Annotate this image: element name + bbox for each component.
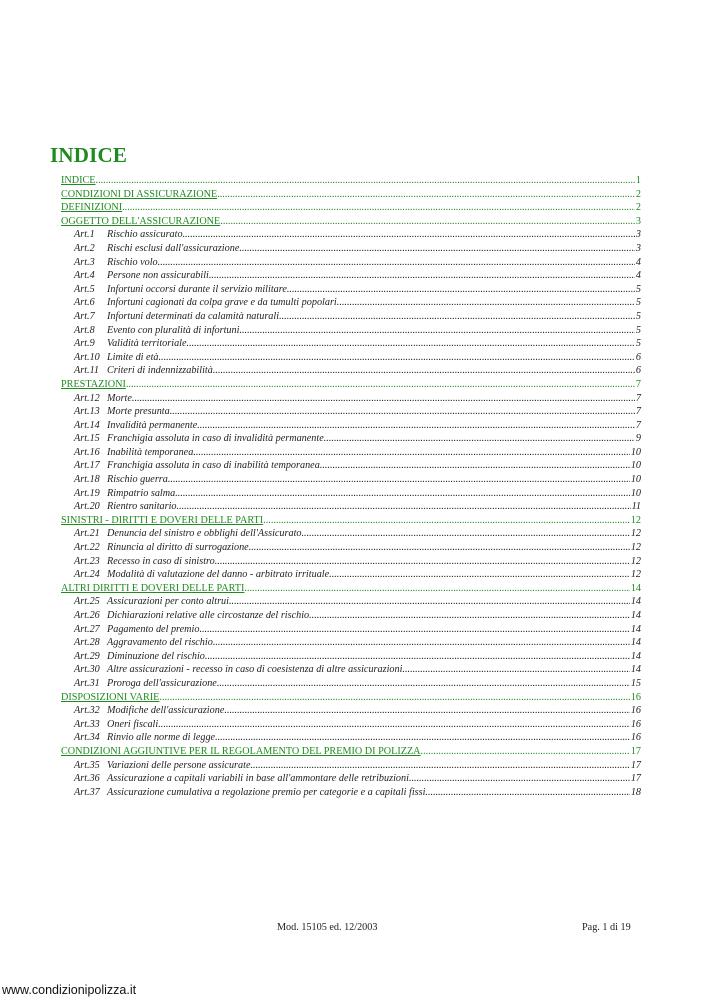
toc-dot-leader [249,541,630,555]
toc-entry-label: CONDIZIONI DI ASSICURAZIONE [61,188,218,200]
toc-dot-leader [220,215,635,229]
toc-page-number: 12 [630,528,641,540]
toc-section-entry[interactable] [61,691,641,705]
toc-article-entry[interactable] [61,487,641,501]
toc-dot-leader [213,364,635,378]
toc-entry-label: Franchigia assoluta in caso di invalidità permanente [107,433,324,445]
toc-entry-label: Modifiche dell'assicurazione [107,705,225,717]
toc-entry-label: INDICE [61,175,96,186]
toc-article-number: Art.3 [74,256,95,268]
toc-article-number: Art.14 [74,419,100,431]
toc-article-number: Art.12 [74,392,100,404]
toc-page-number: 14 [630,664,641,676]
toc-dot-leader [224,704,629,718]
toc-dot-leader [320,459,630,473]
toc-dot-leader [168,473,630,487]
toc-dot-leader [159,351,635,365]
toc-entry-label: Invalidità permanente [107,419,198,431]
toc-article-entry[interactable] [61,473,641,487]
footer-page-number: Pag. 1 di 19 [582,922,631,933]
toc-article-entry[interactable] [61,786,641,800]
toc-article-number: Art.28 [74,637,100,649]
toc-article-number: Art.22 [74,542,100,554]
toc-page-number: 14 [630,610,641,621]
toc-dot-leader [217,188,635,202]
toc-page-number: 14 [630,650,641,662]
toc-article-number: Art.36 [74,773,100,785]
toc-page-number: 5 [635,297,641,309]
toc-entry-label: Rischi esclusi dall'assicurazione [107,242,240,254]
toc-entry-label: DISPOSIZIONI VARIE [61,691,160,703]
toc-entry-label: Infortuni cagionati da colpa grave e da tumulti popolari. [107,297,340,309]
toc-entry-label: Dichiarazioni relative alle circostanze del rischio [107,610,310,621]
toc-dot-leader [193,446,630,460]
table-of-contents [61,174,641,799]
toc-article-entry[interactable] [61,568,641,582]
toc-entry-label: Denuncia del sinistro e obblighi dell'Assicurato [107,528,302,540]
toc-page-number: 17 [630,773,641,785]
watermark-url: www.condizionipolizza.it [2,983,137,997]
toc-page-number: 5 [635,324,641,336]
toc-article-number: Art.18 [74,474,100,486]
toc-article-number: Art.27 [74,623,100,635]
toc-article-number: Art.31 [74,677,100,689]
toc-article-entry[interactable] [61,351,641,365]
toc-article-entry[interactable] [61,419,641,433]
toc-entry-label: OGGETTO DELL'ASSICURAZIONE [61,215,221,227]
toc-dot-leader [239,242,635,256]
toc-entry-label: Validità territoriale [107,338,187,350]
toc-article-entry[interactable] [61,337,641,351]
toc-page-number: 14 [630,596,641,608]
toc-article-entry[interactable] [61,704,641,718]
toc-entry-label: Rischio guerra [107,474,168,486]
toc-page-number: 10 [630,474,641,486]
toc-dot-leader [239,324,634,338]
toc-dot-leader [302,527,630,541]
toc-article-entry[interactable] [61,609,641,623]
toc-page-number: 17 [630,759,641,771]
toc-article-number: Art.17 [74,460,100,472]
toc-dot-leader [158,256,635,270]
toc-article-number: Art.10 [74,351,100,363]
toc-article-entry[interactable] [61,718,641,732]
toc-article-number: Art.26 [74,610,100,621]
toc-entry-label: Limite di età [107,351,159,363]
toc-dot-leader [421,745,630,759]
toc-entry-label: CONDIZIONI AGGIUNTIVE PER IL REGOLAMENTO DEL PREMIO DI POLIZZA [61,745,421,757]
toc-article-entry[interactable] [61,296,641,310]
toc-page-number: 11 [631,501,641,513]
toc-page-number: 5 [635,338,641,350]
toc-article-number: Art.29 [74,650,100,662]
toc-dot-leader [177,500,631,514]
toc-section-entry[interactable] [61,215,641,229]
toc-entry-label: Rinuncia al diritto di surrogazione [107,542,249,554]
toc-article-number: Art.20 [74,501,100,513]
toc-page-number: 15 [630,677,641,689]
toc-dot-leader [250,759,629,773]
toc-dot-leader [263,514,630,528]
toc-page-number: 12 [630,555,641,567]
toc-dot-leader [279,310,635,324]
toc-article-entry[interactable] [61,228,641,242]
toc-entry-label: Morte presunta [107,406,170,418]
toc-article-entry[interactable] [61,663,641,677]
toc-dot-leader [170,405,635,419]
toc-article-entry[interactable] [61,256,641,270]
toc-entry-label: Assicurazioni per conto altrui [107,596,229,608]
toc-section-entry[interactable] [61,582,641,596]
toc-article-entry[interactable] [61,623,641,637]
toc-page-number: 4 [635,270,641,282]
toc-dot-leader [217,677,630,691]
toc-article-number: Art.2 [74,242,95,254]
toc-page-number: 12 [630,514,641,526]
toc-entry-label: Rimpatrio salma [107,487,176,499]
toc-entry-label: Assicurazione cumulativa a regolazione premio per categorie e a capitali fissi [107,786,426,798]
toc-article-entry[interactable] [61,527,641,541]
toc-article-entry[interactable] [61,459,641,473]
toc-entry-label: Inabilità temporanea [107,446,194,458]
toc-entry-label: Proroga dell'assicurazione [107,677,217,689]
toc-article-number: Art.5 [74,283,95,295]
toc-entry-label: Pagamento del premio [107,623,200,635]
toc-entry-label: Persone non assicurabili [107,270,209,282]
page-title: INDICE [50,143,128,167]
toc-page-number: 7 [635,392,641,404]
toc-dot-leader [158,718,630,732]
toc-entry-label: Oneri fiscali [107,718,159,730]
toc-article-entry[interactable] [61,772,641,786]
toc-article-number: Art.37 [74,786,100,798]
toc-article-entry[interactable] [61,269,641,283]
toc-page-number: 6 [635,351,641,363]
toc-entry-label: SINISTRI - DIRITTI E DOVERI DELLE PARTI [61,514,264,526]
toc-article-number: Art.23 [74,555,100,567]
toc-article-entry[interactable] [61,650,641,664]
toc-entry-label: Evento con pluralità di infortuni [107,324,240,336]
toc-entry-label: Recesso in caso di sinistro [107,555,215,567]
toc-dot-leader [197,419,635,433]
toc-dot-leader [339,296,635,310]
toc-entry-label: Morte [107,392,132,404]
toc-page-number: 16 [630,705,641,717]
toc-page-number: 9 [635,433,641,445]
toc-dot-leader [187,337,635,351]
toc-article-entry[interactable] [61,500,641,514]
toc-dot-leader [324,432,635,446]
toc-article-entry[interactable] [61,432,641,446]
toc-article-number: Art.19 [74,487,100,499]
toc-page-number: 14 [630,582,641,594]
toc-dot-leader [199,623,629,637]
toc-entry-label: Criteri di indennizzabilità [107,365,213,377]
toc-entry-label: Infortuni occorsi durante il servizio militare [107,283,287,295]
toc-entry-label: Aggravamento del rischio [107,637,213,649]
toc-article-number: Art.25 [74,596,100,608]
toc-entry-label: ALTRI DIRITTI E DOVERI DELLE PARTI [61,582,245,594]
toc-article-entry[interactable] [61,392,641,406]
toc-article-number: Art.7 [74,310,95,322]
toc-page-number: 10 [630,487,641,499]
toc-article-entry[interactable] [61,759,641,773]
toc-article-entry[interactable] [61,324,641,338]
toc-page-number: 3 [635,215,641,227]
toc-page-number: 17 [630,745,641,757]
toc-page-number: 16 [630,718,641,730]
toc-article-number: Art.6 [74,297,95,309]
toc-article-number: Art.1 [74,229,95,241]
toc-dot-leader [96,174,635,188]
toc-dot-leader [122,201,635,215]
toc-section-entry[interactable] [61,745,641,759]
toc-dot-leader [159,691,629,705]
toc-dot-leader [229,595,630,609]
toc-entry-label: Rischio volo [107,256,158,268]
toc-article-entry[interactable] [61,595,641,609]
toc-entry-label: Altre assicurazioni - recesso in caso di coesistenza di altre assicurazioni [107,664,403,676]
toc-section-entry[interactable] [61,378,641,392]
toc-page-number: 12 [630,569,641,581]
toc-dot-leader [425,786,629,800]
toc-article-number: Art.13 [74,406,100,418]
toc-entry-label: Variazioni delle persone assicurate [107,759,251,771]
toc-dot-leader [215,731,630,745]
toc-page-number: 7 [635,419,641,431]
toc-page-number: 12 [630,542,641,554]
toc-article-entry[interactable] [61,731,641,745]
toc-page-number: 2 [635,202,641,214]
toc-article-number: Art.21 [74,528,100,540]
toc-page-number: 4 [635,256,641,268]
toc-dot-leader [244,582,629,596]
toc-article-number: Art.15 [74,433,100,445]
toc-dot-leader [205,650,630,664]
toc-article-entry[interactable] [61,283,641,297]
toc-page-number: 6 [635,365,641,377]
toc-page-number: 10 [630,446,641,458]
toc-entry-label: Rischio assicurato [107,229,183,241]
toc-page-number: 10 [630,460,641,472]
toc-article-number: Art.35 [74,759,100,771]
toc-section-entry[interactable] [61,514,641,528]
toc-dot-leader [215,555,630,569]
footer-model: Mod. 15105 ed. 12/2003 [277,922,378,933]
toc-entry-label: Rinvio alle norme di legge [107,732,216,744]
toc-article-entry[interactable] [61,364,641,378]
toc-dot-leader [329,568,630,582]
toc-entry-label: Assicurazione a capitali variabili in base all'ammontare delle retribuzioni [107,773,409,785]
toc-page-number: 2 [635,188,641,200]
toc-article-number: Art.33 [74,718,100,730]
toc-section-entry[interactable] [61,201,641,215]
toc-article-entry[interactable] [61,677,641,691]
toc-page-number: 16 [630,732,641,744]
toc-page-number: 5 [635,310,641,322]
toc-page-number: 3 [635,242,641,254]
toc-article-entry[interactable] [61,555,641,569]
toc-article-number: Art.11 [74,365,99,377]
toc-dot-leader [209,269,635,283]
toc-page-number: 18 [630,786,641,798]
toc-article-number: Art.34 [74,732,100,744]
toc-entry-label: Diminuzione del rischio [107,650,205,662]
toc-entry-label: PRESTAZIONI [61,378,126,390]
toc-dot-leader [126,378,635,392]
toc-dot-leader [309,609,630,623]
toc-page-number: 5 [635,283,641,295]
toc-page-number: 7 [635,406,641,418]
toc-article-number: Art.24 [74,569,100,581]
toc-page-number: 16 [630,691,641,703]
toc-entry-label: Modalità di valutazione del danno - arbitrato irrituale [107,569,330,581]
toc-entry-label: Rientro sanitario [107,501,177,513]
toc-article-number: Art.32 [74,705,100,717]
toc-article-entry[interactable] [61,405,641,419]
toc-article-number: Art.30 [74,664,100,676]
toc-article-entry[interactable] [61,541,641,555]
toc-article-number: Art.8 [74,324,95,336]
toc-entry-label: DEFINIZIONI [61,202,123,214]
toc-entry-label: Infortuni determinati da calamità naturali [107,310,280,322]
toc-article-entry[interactable] [61,636,641,650]
toc-dot-leader [175,487,630,501]
toc-article-number: Art.9 [74,338,95,350]
toc-page-number: 14 [630,637,641,649]
toc-dot-leader [132,392,635,406]
toc-page-number: 3 [635,229,641,241]
toc-page-number: 14 [630,623,641,635]
toc-dot-leader [213,636,630,650]
toc-page-number: 1 [635,175,641,186]
toc-article-number: Art.4 [74,270,95,282]
toc-article-entry[interactable] [61,242,641,256]
toc-section-entry[interactable] [61,174,641,188]
toc-dot-leader [287,283,635,297]
toc-dot-leader [402,663,629,677]
toc-article-number: Art.16 [74,446,100,458]
toc-article-entry[interactable] [61,446,641,460]
toc-section-entry[interactable] [61,188,641,202]
toc-article-entry[interactable] [61,310,641,324]
toc-dot-leader [183,228,635,242]
toc-entry-label: Franchigia assoluta in caso di inabilità temporanea [107,460,320,472]
toc-dot-leader [409,772,630,786]
toc-page-number: 7 [635,378,641,390]
